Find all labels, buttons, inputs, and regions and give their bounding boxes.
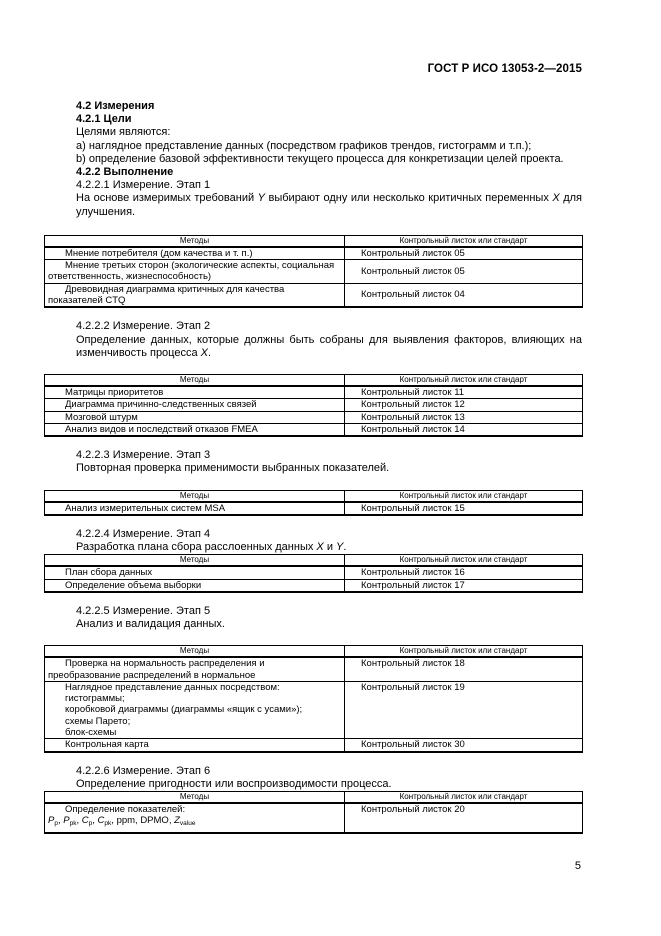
col-header-checklist: Контрольный листок или стандарт	[345, 646, 583, 658]
table-row: Диаграмма причинно-следственных связей Контрольный листок 12	[45, 399, 583, 411]
table-row: Мозговой штурм Контрольный листок 13	[45, 411, 583, 423]
table-row: Матрицы приоритетов Контрольный листок 11	[45, 386, 583, 399]
section-heading-4-2-1: 4.2.1 Цели	[76, 113, 132, 126]
table-row: Анализ измерительных систем MSA Контрольный листок 15	[45, 502, 583, 515]
stage-4-text: Разработка плана сбора расслоенных данных X и Y.	[76, 541, 347, 554]
document-header: ГОСТ Р ИСО 13053-2—2015	[427, 63, 582, 75]
col-header-methods: Методы	[45, 374, 345, 386]
stage-6-heading: 4.2.2.6 Измерение. Этап 6	[76, 764, 211, 777]
table-stage-2	[44, 374, 583, 437]
table-row: Определение объема выборки Контрольный листок 17	[45, 579, 583, 592]
page-number: 5	[574, 860, 581, 872]
col-header-methods: Методы	[45, 490, 345, 502]
table-stage-1	[44, 235, 583, 308]
stage-2-heading: 4.2.2.2 Измерение. Этап 2	[76, 320, 211, 333]
table-row: Анализ видов и последствий отказов FMEA Контрольный листок 14	[45, 423, 583, 436]
table-stage-5	[44, 645, 583, 752]
col-header-methods: Методы	[45, 792, 345, 804]
table-row: План сбора данных Контрольный листок 16	[45, 566, 583, 579]
col-header-checklist: Контрольный листок или стандарт	[345, 792, 583, 804]
goals-intro: Целями являются:	[76, 126, 171, 139]
stage-3-heading: 4.2.2.3 Измерение. Этап 3	[76, 449, 211, 462]
table-row: Контрольная карта Контрольный листок 30	[45, 739, 583, 752]
stage-4-heading: 4.2.2.4 Измерение. Этап 4	[76, 527, 211, 540]
table-row: Мнение потребителя (дом качества и т. п.) Контрольный листок 05	[45, 247, 583, 260]
table-row: Древовидная диаграмма критичных для качества показателей CTQ Контрольный листок 04	[45, 283, 583, 307]
table-row: Проверка на нормальность распределения и преобразование распределений в нормальное Контрольный листок 18	[45, 657, 583, 681]
col-header-checklist: Контрольный листок или стандарт	[345, 490, 583, 502]
stage-6-text: Определение пригодности или воспроизводимости процесса.	[76, 777, 392, 790]
col-header-checklist: Контрольный листок или стандарт	[345, 235, 583, 247]
table-row: Определение показателей: $P_p$, $P_{pk}$, $C_p$, $C_{pk}$, ppm, DPMO, $Z_{value}$ Контрольный листок 20	[45, 803, 583, 833]
page-content	[44, 100, 582, 834]
goal-a: a) наглядное представление данных (посредством графиков трендов, гистограмм и т.п.);	[76, 139, 532, 152]
stage-1-text: На основе измеримых требований Y выбирают одну или несколько критичных переменных X для улучшения.	[76, 192, 582, 218]
stage-2-text: Определение данных, которые должны быть собраны для выявления факторов, влияющих на изменчивость процесса X.	[76, 333, 582, 359]
col-header-methods: Методы	[45, 555, 345, 567]
stage-3-text: Повторная проверка применимости выбранных показателей.	[76, 462, 390, 475]
col-header-methods: Методы	[45, 235, 345, 247]
table-stage-4	[44, 554, 583, 593]
section-heading-4-2: 4.2 Измерения	[76, 100, 155, 112]
section-heading-4-2-2: 4.2.2 Выполнение	[76, 166, 174, 179]
stage-5-text: Анализ и валидация данных.	[76, 618, 225, 631]
table-row: Мнение третьих сторон (экологические аспекты, социальная ответственность, жизнеспособность) Контрольный листок 05	[45, 260, 583, 284]
table-row: Наглядное представление данных посредством: гистограммы; коробковой диаграммы (диаграммы «ящик с усами»); схемы Парето; блок-схемы Контрольный листок 19	[45, 681, 583, 738]
stage-5-heading: 4.2.2.5 Измерение. Этап 5	[76, 604, 211, 617]
col-header-methods: Методы	[45, 646, 345, 658]
table-stage-6	[44, 791, 583, 834]
col-header-checklist: Контрольный листок или стандарт	[345, 555, 583, 567]
col-header-checklist: Контрольный листок или стандарт	[345, 374, 583, 386]
goal-b: b) определение базовой эффективности текущего процесса для конкретизации целей проекта.	[76, 152, 564, 165]
table-stage-3	[44, 490, 583, 516]
process-indices: $P_p$, $P_{pk}$, $C_p$, $C_{pk}$, ppm, DPMO, $Z_{value}$	[48, 815, 196, 828]
stage-1-heading: 4.2.2.1 Измерение. Этап 1	[76, 179, 211, 192]
